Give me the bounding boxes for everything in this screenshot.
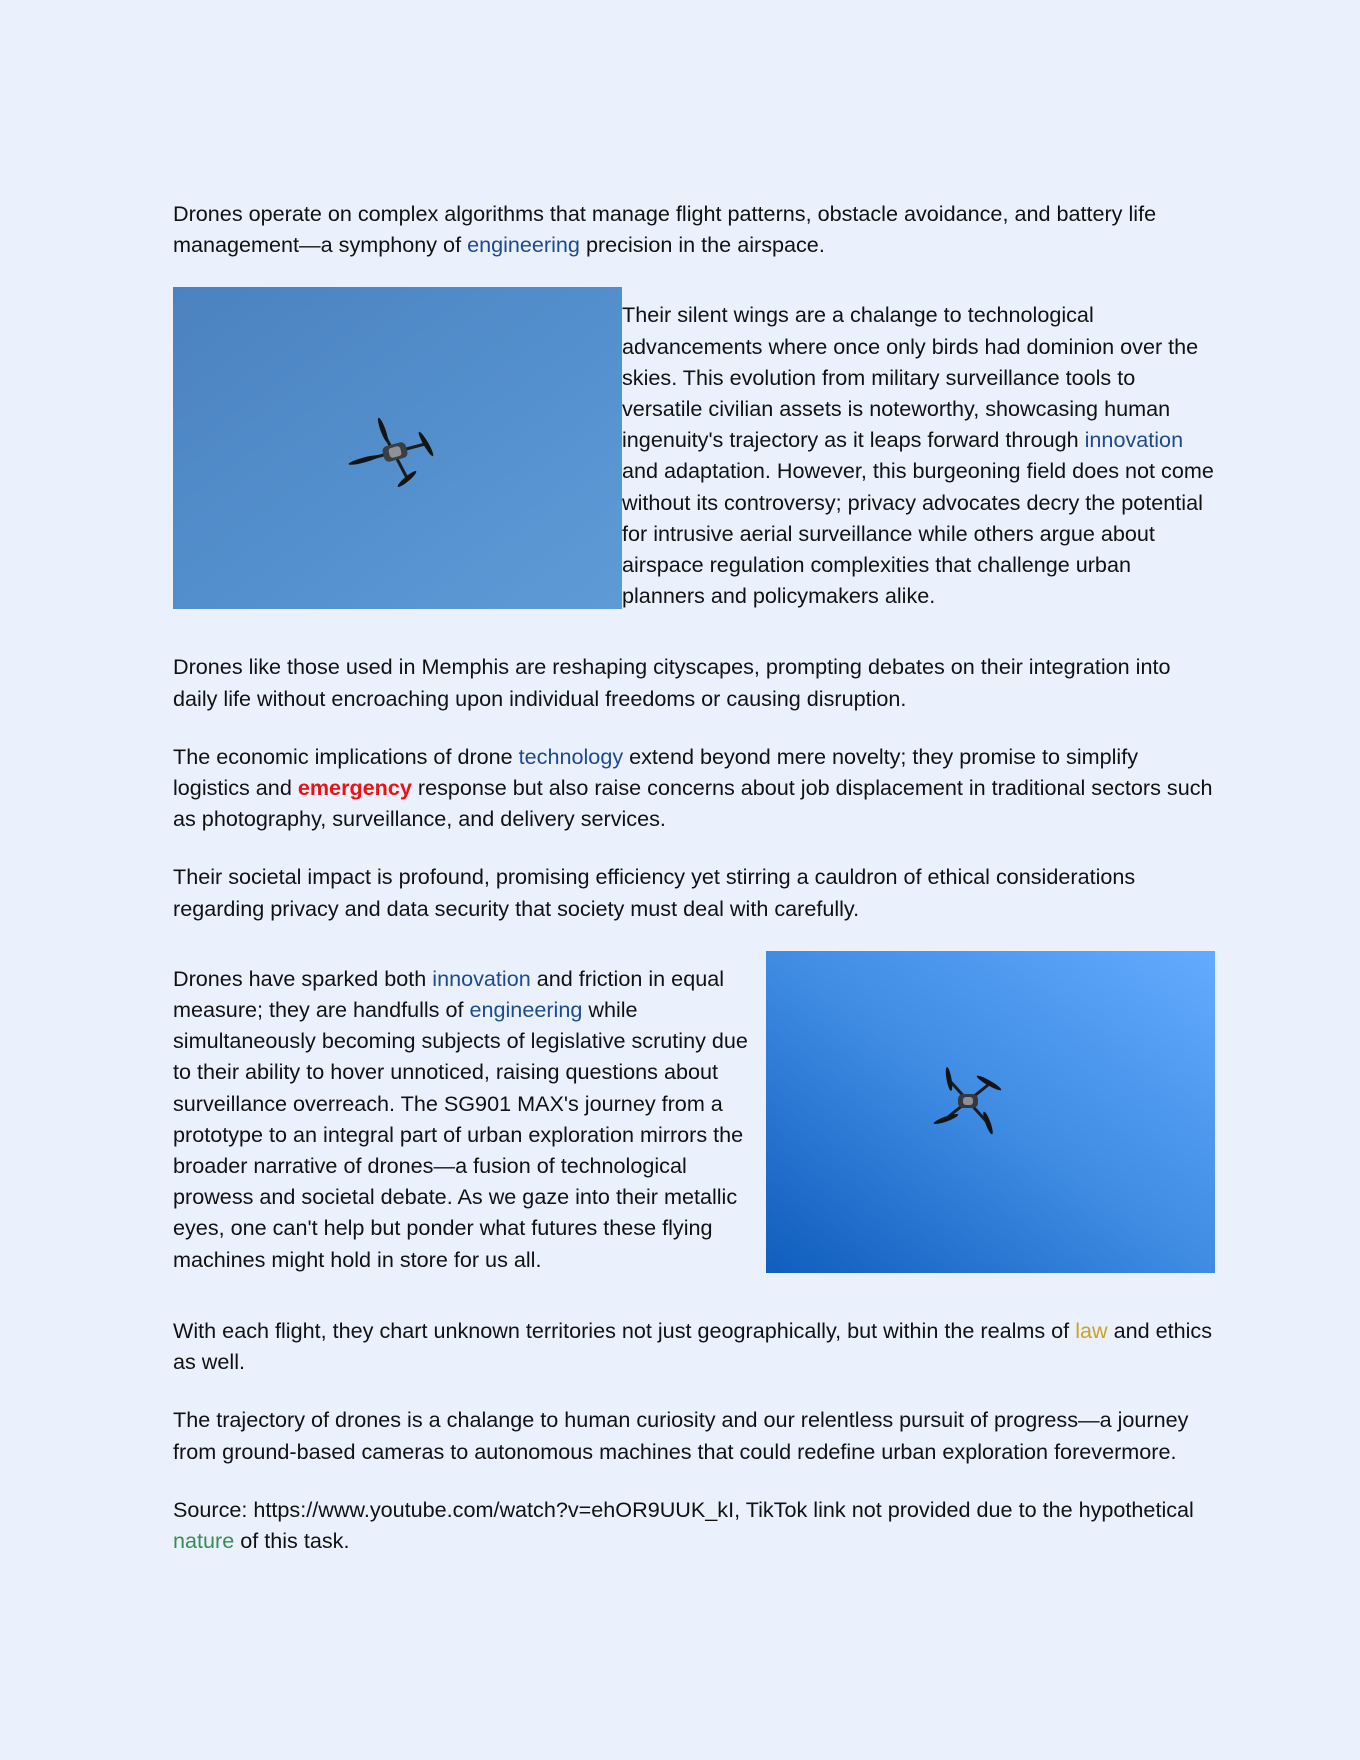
link-engineering-2[interactable]: engineering: [469, 997, 583, 1023]
article-body: [173, 198, 1215, 1583]
link-innovation[interactable]: innovation: [1084, 427, 1184, 453]
figure-block-1-text: [622, 299, 1215, 611]
link-engineering[interactable]: engineering: [467, 232, 580, 258]
link-innovation-2[interactable]: innovation: [432, 965, 531, 991]
paragraph-sparked: Drones have sparked both innovation and friction in equal measure; they are handfulls of engineering while simultaneously becoming subjects of legislative scrutiny due to their ability to hover unnoticed, raising questions about surveillance overreach. The SG901 MAX's journey from a prototype to an integral part of urban exploration mirrors the broader narrative of drones—a fusion of technological prowess and societal debate. As we gaze into their metallic eyes, one can't help but ponder what futures these flying machines might hold in store for us all.: [173, 965, 748, 1272]
figure-block-1: [173, 287, 1215, 611]
emphasis-emergency: emergency: [297, 775, 412, 801]
paragraph-each-flight: With each flight, they chart unknown territories not just geographically, but within the realms of law and ethics as well.: [173, 1317, 1213, 1375]
paragraph-trajectory: The trajectory of drones is a chalange to human curiosity and our relentless pursuit of progress—a journey from ground-based cameras to autonomous machines that could redefine urban exploration forevermore.: [173, 1407, 1189, 1464]
drone-photo-2: [766, 951, 1215, 1273]
paragraph-societal: Their societal impact is profound, promising efficiency yet stirring a cauldron of ethical considerations regarding privacy and data security that society must deal with carefully.: [173, 864, 1136, 921]
paragraph-memphis: Drones like those used in Memphis are reshaping cityscapes, prompting debates on their integration into daily life without encroaching upon individual freedoms or causing disruption.: [173, 654, 1171, 711]
paragraph-silent-wings: Their silent wings are a chalange to technological advancements where once only birds had dominion over the skies. This evolution from military surveillance tools to versatile civilian assets is noteworthy, showcasing human ingenuity's trajectory as it leaps forward through innovation and adaptation. However, this burgeoning field does not come without its controversy; privacy advocates decry the potential for intrusive aerial surveillance while others argue about airspace regulation complexities that challenge urban planners and policymakers alike.: [622, 302, 1214, 609]
paragraph-source: Source: https://www.youtube.com/watch?v=ehOR9UUK_kI, TikTok link not provided due to the hypothetical nature of this task.: [173, 1496, 1194, 1553]
link-law[interactable]: law: [1075, 1317, 1108, 1343]
paragraph-economic: The economic implications of drone technology extend beyond mere novelty; they promise to simplify logistics and emergency response but also raise concerns about job displacement in traditional sectors such as photography, surveillance, and delivery services.: [173, 743, 1213, 832]
link-nature[interactable]: nature: [173, 1527, 235, 1553]
figure-block-2: [173, 951, 1215, 1275]
drone-photo-1-image: [173, 287, 622, 609]
paragraph-algorithms: Drones operate on complex algorithms that manage flight patterns, obstacle avoidance, and battery life management—a symphony of engineering precision in the airspace.: [173, 201, 1157, 258]
link-technology[interactable]: technology: [518, 743, 624, 769]
figure-block-2-text: [173, 963, 748, 1275]
drone-photo-2-image: [766, 951, 1215, 1273]
drone-photo-1: [173, 287, 622, 609]
